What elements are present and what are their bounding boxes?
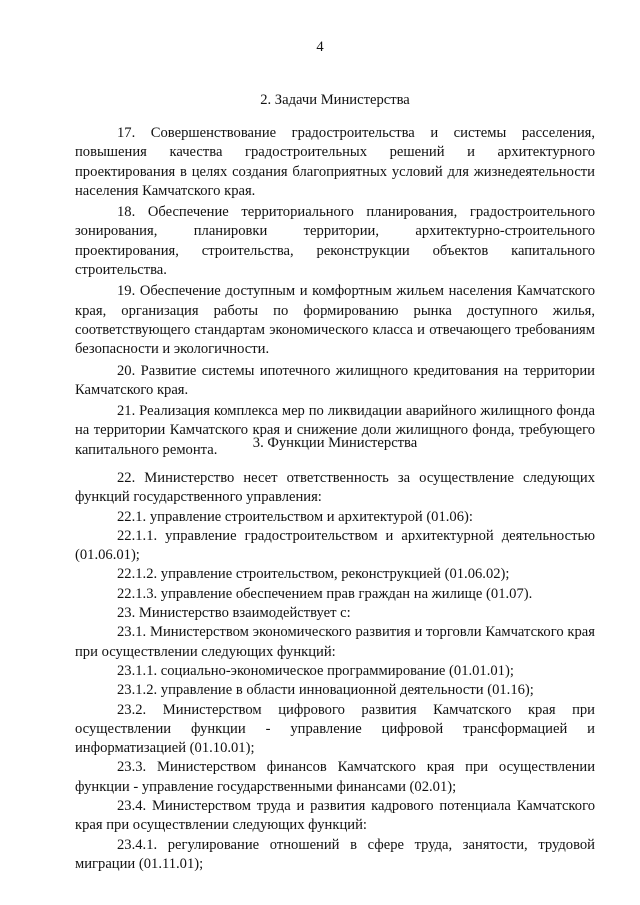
paragraph-20: 20. Развитие системы ипотечного жилищного кредитования на территории Камчатского края.: [75, 362, 595, 398]
paragraph-23-1-2: 23.1.2. управление в области инновационной деятельности (01.16);: [117, 682, 534, 699]
paragraph-23-1: 23.1. Министерством экономического развития и торговли Камчатского края при осуществлении следующих функций:: [75, 624, 595, 660]
paragraph-23-4: 23.4. Министерством труда и развития кадрового потенциала Камчатского края при осуществлении следующих функций:: [75, 798, 595, 834]
section-3-heading: 3. Функции Министерства: [252, 435, 418, 451]
paragraph-22-1-2: 22.1.2. управление строительством, реконструкцией (01.06.02);: [117, 566, 510, 583]
paragraph-22-1-3: 22.1.3. управление обеспечением прав граждан на жилище (01.07).: [117, 585, 533, 602]
paragraph-17: 17. Совершенствование градостроительства и системы расселения, повышения качества градостроительных решений и архитектурного проектирования в целях создания благоприятных условий для жизнедеятельности населения Камчатского края.: [75, 125, 595, 199]
paragraph-19: 19. Обеспечение доступным и комфортным жильем населения Камчатского края, организация работы по формированию рынка доступного жилья, соответствующего стандартам экономического класса и отвечающего требованиям безопасности и экологичности.: [75, 283, 595, 358]
paragraph-18: 18. Обеспечение территориального планирования, градостроительного зонирования, планировки территории, архитектурно-строительного проектирования, строительства, реконструкции объектов капитального строительства.: [75, 204, 595, 279]
section-2-heading: 2. Задачи Министерства: [260, 92, 410, 108]
page-number: 4: [316, 39, 324, 55]
paragraph-23-3: 23.3. Министерством финансов Камчатского края при осуществлении функции - управление государственными финансами (02.01);: [75, 759, 595, 795]
paragraph-23: 23. Министерство взаимодействует с:: [117, 605, 351, 622]
paragraph-21: 21. Реализация комплекса мер по ликвидации аварийного жилищного фонда на территории Камчатского края и снижение доли жилищного фонда, требующего капитального ремонта.: [75, 403, 595, 458]
paragraph-23-1-1: 23.1.1. социально-экономическое программирование (01.01.01);: [117, 662, 514, 679]
paragraph-22: 22. Министерство несет ответственность за осуществление следующих функций государственного управления:: [75, 470, 595, 506]
section-3-body: [75, 469, 595, 874]
paragraph-23-2: 23.2. Министерством цифрового развития Камчатского края при осуществлении функции - управление цифровой трансформацией и информатизацией (01.10.01);: [75, 701, 595, 757]
paragraph-22-1-1: 22.1.1. управление градостроительством и архитектурной деятельностью (01.06.01);: [75, 527, 595, 564]
paragraph-23-4-1: 23.4.1. регулирование отношений в сфере труда, занятости, трудовой миграции (01.11.01);: [75, 836, 595, 872]
section-2-body: [75, 124, 595, 460]
paragraph-22-1: 22.1. управление строительством и архитектурой (01.06):: [117, 508, 473, 525]
